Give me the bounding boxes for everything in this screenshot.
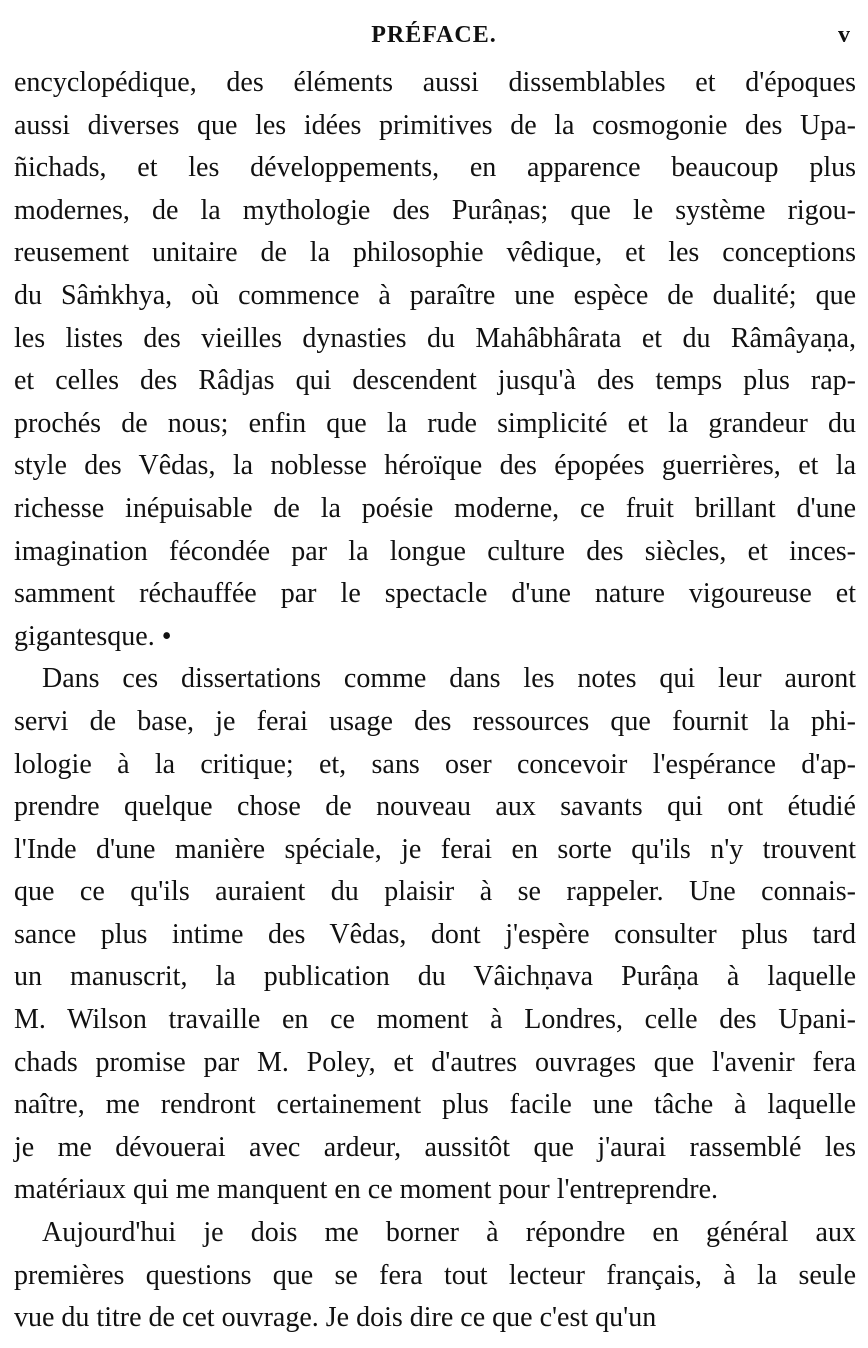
text-line: modernes, de la mythologie des Purâṇas; que le système rigou-	[14, 194, 856, 226]
text-line: reusement unitaire de la philosophie vêdique, et les conceptions	[14, 237, 856, 269]
text-line: Dans ces dissertations comme dans les notes qui leur auront	[42, 663, 856, 695]
page-number: v	[838, 22, 850, 48]
text-line: samment réchauffée par le spectacle d'une nature vigoureuse et	[14, 578, 856, 610]
text-line: imagination fécondée par la longue culture des siècles, et inces-	[14, 535, 856, 567]
text-line: aussi diverses que les idées primitives de la cosmogonie des Upa-	[14, 109, 856, 141]
paragraph	[14, 62, 856, 658]
text-line: matériaux qui me manquent en ce moment pour l'entreprendre.	[14, 1174, 719, 1206]
text-line: servi de base, je ferai usage des ressources que fournit la phi-	[14, 705, 856, 737]
text-line: gigantesque. •	[14, 620, 172, 652]
paragraph	[14, 658, 856, 1212]
text-line: je me dévouerai avec ardeur, aussitôt que j'aurai rassemblé les	[14, 1131, 856, 1163]
text-line: vue du titre de cet ouvrage. Je dois dire ce que c'est qu'un	[14, 1302, 657, 1334]
text-line: ñichads, et les développements, en apparence beaucoup plus	[14, 152, 856, 184]
text-line: prendre quelque chose de nouveau aux savants qui ont étudié	[14, 791, 856, 823]
text-line: les listes des vieilles dynasties du Mahâbhârata et du Râmâyaṇa,	[14, 322, 856, 354]
text-line: naître, me rendront certainement plus facile une tâche à laquelle	[14, 1089, 856, 1121]
text-line: lologie à la critique; et, sans oser concevoir l'espérance d'ap-	[14, 748, 856, 780]
text-line: Aujourd'hui je dois me borner à répondre en général aux	[42, 1217, 856, 1249]
text-line: que ce qu'ils auraient du plaisir à se rappeler. Une connais-	[14, 876, 856, 908]
text-line: prochés de nous; enfin que la rude simplicité et la grandeur du	[14, 407, 856, 439]
text-line: un manuscrit, la publication du Vâichṇava Purâṇa à laquelle	[14, 961, 856, 993]
text-line: l'Inde d'une manière spéciale, je ferai en sorte qu'ils n'y trouvent	[14, 833, 856, 865]
text-line: du Sâṁkhya, où commence à paraître une espèce de dualité; que	[14, 279, 856, 311]
paragraph	[14, 1212, 856, 1340]
page-title: PRÉFACE.	[371, 22, 497, 48]
text-line: richesse inépuisable de la poésie moderne, ce fruit brillant d'une	[14, 492, 856, 524]
text-line: sance plus intime des Vêdas, dont j'espère consulter plus tard	[14, 918, 856, 950]
text-line: M. Wilson travaille en ce moment à Londres, celle des Upani-	[14, 1004, 856, 1036]
running-head	[0, 22, 868, 52]
text-line: et celles des Râdjas qui descendent jusqu'à des temps plus rap-	[14, 365, 856, 397]
text-line: chads promise par M. Poley, et d'autres ouvrages que l'avenir fera	[14, 1046, 856, 1078]
text-line: encyclopédique, des éléments aussi dissemblables et d'époques	[14, 67, 856, 98]
text-line: style des Vêdas, la noblesse héroïque des épopées guerrières, et la	[14, 450, 856, 482]
text-line: premières questions que se fera tout lecteur français, à la seule	[14, 1259, 856, 1291]
body-text	[14, 62, 856, 1340]
